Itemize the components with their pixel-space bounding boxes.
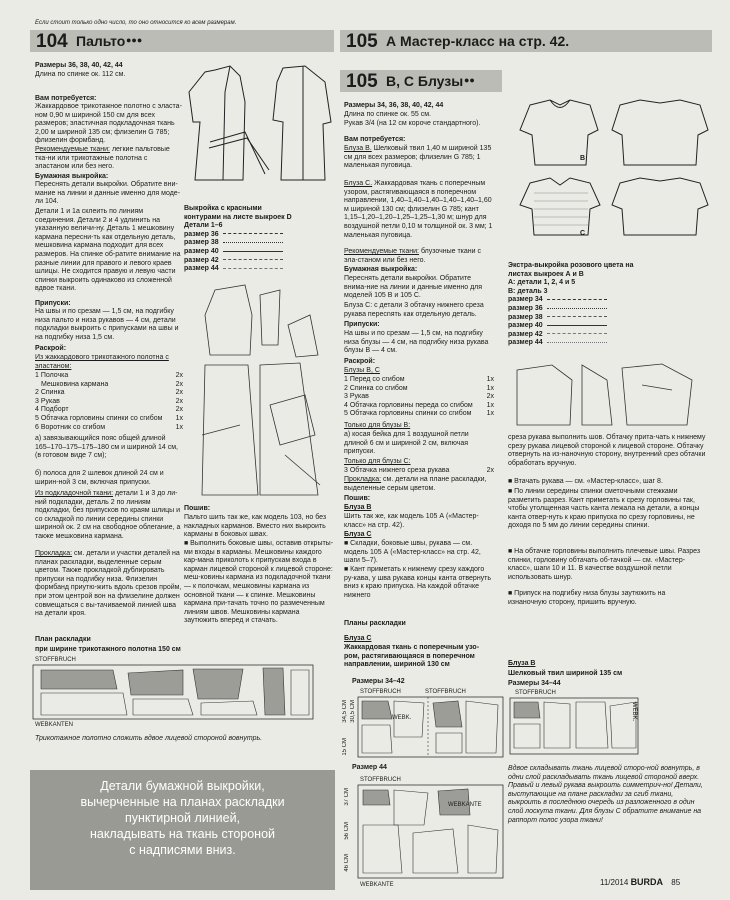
- plan-b-note: Вдвое складывать ткань лицевой сторо-ной вовнутрь, в одни слой раскладывать ткань лицевой стороной вверх. Правый и левый рукава выкроить симметрич-но! Детали, выступающие на плане раскладки за сгиб ткани, выкроить в последнюю очередь из разложенного в один слой лоскута ткани. Для блузы С обратите внимание на раппорт полос узора ткани!: [508, 765, 703, 824]
- line-style: [547, 342, 607, 343]
- size-line: размер 44: [508, 339, 708, 348]
- line-style: [223, 268, 283, 269]
- pattern-box-parts: Детали 1–6: [184, 222, 223, 230]
- fold-label-2: STOFFBRUCH: [425, 689, 466, 695]
- pattern-box-title: Выкройка с красными контурами на листе выкроек D: [184, 205, 292, 221]
- brand: BURDA: [630, 877, 664, 887]
- cut-item: 5 Обтачка горловины спинки со сгибом 1x: [344, 410, 494, 418]
- continuation-text-4: ■ На обтачке горловины выполнить плечевые швы. Разрез спинки, горловину обтачать об-тачкой — см. «Мастер-класс», шаги 10 и 11. В качестве воздушной петли использовать шнур.: [508, 548, 701, 581]
- dim-label: 56 CM: [344, 822, 350, 840]
- cut-item: 4 Подборт 2x: [35, 406, 183, 414]
- cutting-text-b: б) полоса для 2 шлевок длиной 24 см и ширин-ной 3 см, включая припуски.: [35, 470, 164, 486]
- layout-plan-104: [33, 665, 313, 720]
- sewing-text-2: ■ Выполнить боковые швы, оставив открыты-ми входы в карманы. Мешковины каждого кар-мана приколоть к припускам входа в карман лицевой стороной к лицевой стороне: меш-ковины кармана из подкладочной ткани — к полочкам, мешковины кармана из основной ткани — к спинке. Мешковины кармана при-тачать точно по размеченным линиям швов. Мешковины кармана заутюжить вперед и стачать.: [184, 540, 334, 625]
- sleeve-length: Рукав 3/4 (на 12 см короче стандартного).: [344, 120, 481, 127]
- info-line: Детали бумажной выкройки,: [100, 779, 265, 793]
- selvage-short: WEBK.: [392, 715, 412, 721]
- dim-label: 30,5 CM: [350, 700, 356, 723]
- size-44-line: размер 44: [184, 265, 334, 274]
- allowance-text: На швы и по срезам — 1,5 см, на подгибку низа пальто и низа рукавов — 4 см, детали подкладки выкроить с припусками на швы и на подгибку низа 1,5 см.: [35, 308, 179, 341]
- cutting-text-a: а) завязывающийся пояс общей длиной 165–170–175–175–180 см и шириной 14 см, (в готовом виде 7 см);: [35, 435, 178, 460]
- model-105a-header: [340, 30, 712, 52]
- plan-b-label: Блуза В: [508, 660, 536, 667]
- size-44: Размер 44: [352, 764, 387, 771]
- continuation-text-2: ■ Втачать рукава — см. «Мастер-класс», шаг 8.: [508, 478, 663, 485]
- cut-item: 1 Перед со сгибом 1x: [344, 376, 494, 383]
- line-style: [547, 299, 607, 300]
- interfacing-text: Прокладка: см. детали на плане раскладки, выделенные серым цветом.: [344, 476, 487, 492]
- back-length: Длина по спинке ок. 112 см.: [35, 71, 126, 78]
- plan-subheading: при ширине трикотажного полотна 150 см: [35, 646, 181, 653]
- only-b-text: а) косая бейка для 1 воздушной петли длиной 6 см и шириной 2 см, включая припуски.: [344, 431, 469, 456]
- sizes-34-42: Размеры 34–42: [352, 678, 405, 685]
- model-title: В, С Блузы: [386, 73, 464, 89]
- sewing-b-label: Блуза В: [344, 504, 372, 511]
- model-number: 105: [346, 71, 378, 92]
- only-c-label: Только для блузы С:: [344, 458, 411, 465]
- sewing-heading: Пошив:: [184, 505, 211, 512]
- paper-text-2: Детали 1 и 1а склеить по линиям соединения. Детали 2 и 4 удлинить на указанную величи-ну. Деталь 1 мешковину кармана пересни-ть как отдельную деталь, мешковина кармана подходит для всех размеров. На спинке об-ратите внимание на разные линии для правого и левого краев шлицы. Не сходится правую и левую части спинки выкроить одинаково из сложенной вдвое ткани.: [35, 208, 181, 293]
- size-line: размер 42: [508, 331, 708, 340]
- allowance-text: На швы и по срезам — 1,5 см, на подгибку низа блузы — 4 см, на подгибку низа рукава блузы В — 4 см.: [344, 330, 489, 355]
- model-number: 104: [36, 31, 68, 52]
- label-b: В: [580, 155, 586, 162]
- paper-text-1: Переснять детали выкройки. Обратите вни-мание на линии и данные именно для моде-ли 104.: [35, 181, 181, 206]
- size-legend: [508, 296, 708, 348]
- line-style: [547, 325, 607, 326]
- issue: 11/2014: [600, 878, 629, 887]
- page-number: 85: [671, 878, 681, 887]
- dim-label: 34,5 CM: [342, 700, 348, 723]
- model-104-header: [30, 30, 334, 52]
- need-text: Жаккардовое трикотажное полотно с эласта-ном 0,90 м шириной 150 см для всех размеров; эластичная подкладочная ткань 2,00 м шириной 135 см; флизелин G 785; флизелин формбанд.: [35, 103, 182, 145]
- difficulty-dots: ●●●: [126, 35, 143, 45]
- line-style: [223, 251, 283, 252]
- cutting-list: [344, 376, 494, 419]
- sewing-c-text-2: ■ Кант приметать к нижнему срезу каждого ру-кава, у шва рукава концы канта отвернуть вниз к краю припуска. На каждой обтачке нижнего: [344, 566, 492, 599]
- selvage-label-2: WEBKANTE: [360, 882, 394, 888]
- plan-note: Трикотажное полотно сложить вдвое лицевой стороной вовнутрь.: [35, 735, 263, 742]
- line-style: [223, 259, 283, 260]
- only-b-label: Только для блузы В:: [344, 422, 411, 429]
- size-40-line: размер 40: [184, 248, 334, 257]
- fold-label-4: STOFFBRUCH: [515, 690, 556, 696]
- size-legend: [184, 231, 334, 274]
- line-style: [547, 316, 607, 317]
- line-style: [223, 242, 283, 243]
- size-line: размер 38: [508, 314, 708, 323]
- fold-label: STOFFBRUCH: [35, 657, 76, 663]
- sizes: Размеры 34, 36, 38, 40, 42, 44: [344, 102, 444, 109]
- info-line: вычерченные на планах раскладки: [80, 795, 285, 809]
- interfacing-text: Прокладка: см. детали и участки деталей на планах раскладки, выделенные серым цветом. Также прокладкой дублировать припуски на подгибку низа. Флизелин формбанд приутю-жить вдоль срезов пройм, при этом центрой вон на флизелине должен совмещаться с вы-тачиваемой линией шва на детали кроя.: [35, 550, 182, 618]
- info-line: накладывать на ткань стороной: [89, 827, 276, 841]
- paper-heading: Бумажная выкройка:: [344, 266, 418, 273]
- continuation-text: среза рукава выполнить шов. Обтачку прита-чать к нижнему срезу рукава лицевой стороной к лицевой стороне. Обтачку отвернуть на из-наночную сторону, внутренний срез обтачки обработать вручную.: [508, 434, 706, 467]
- size-38-line: размер 38: [184, 239, 334, 248]
- footer: [600, 877, 680, 887]
- only-c-item: 3 Обтачка нижнего среза рукава 2x: [344, 467, 494, 474]
- paper-text: Переснять детали выкройки. Обратите внима-ние на линии и данные именно для моделей 105 В и 105 С.: [344, 275, 483, 300]
- plan-heading: План раскладки: [35, 636, 91, 643]
- plan-c-text: Жаккардовая ткань с поперечным узо-ром, растягивающаяся в поперечном направлении, шириной 130 см: [344, 644, 480, 669]
- line-style: [547, 333, 607, 334]
- selvage-label: WEBKANTE: [448, 802, 482, 808]
- blouse-b-sketch: [510, 95, 710, 170]
- pattern-pieces-104: [200, 285, 330, 500]
- cut-item: 4 Обтачка горловины переда со сгибом 1x: [344, 401, 494, 409]
- label-c: С: [580, 230, 586, 237]
- recommended-fabrics: Рекомендуемые ткани: легкие пальтовые тка-ни или трикотажные полотна с эластаном или без него.: [35, 146, 170, 171]
- info-line: пунктирной линией,: [124, 811, 241, 825]
- line-style: [547, 308, 607, 309]
- blouse-c-sketch: [510, 175, 710, 240]
- difficulty-dots: ●●: [464, 75, 475, 85]
- selvage-vertical: WEBK.: [631, 702, 637, 722]
- dim-label: 15 CM: [342, 738, 348, 756]
- lining-text: Из подкладочной ткани: детали 1 и 3 до ли-ний подкладки, деталь 2 по линиям подкладки, без припусков по краям шлицы и со складкой по линии середины спинки шириной ок. 2 см на свободное облегание, а также мешковина кармана.: [35, 490, 181, 540]
- continuation-text-5: ■ Припуск на подгибку низа блузы заутюжить на изнаночную сторону, пришить вручную.: [508, 590, 666, 606]
- line-style: [223, 233, 283, 234]
- need-heading: Вам потребуется:: [35, 95, 97, 102]
- paper-heading: Бумажная выкройка:: [35, 173, 109, 180]
- extra-title: Экстра-выкройка розового цвета на листах выкроек А и В: [508, 262, 634, 278]
- paper-text-2: Блуза С: с детали 3 обтачку нижнего среза рукава пересnять как отдельную деталь.: [344, 302, 484, 318]
- extra-b-parts: В: деталь 3: [508, 287, 548, 295]
- sewing-text-1: Пальто шить так же, как модель 103, но без накладных карманов. Вместо них выкроить карманы в боковых швах.: [184, 514, 327, 539]
- size-42-line: размер 42: [184, 257, 334, 266]
- cutting-subheading: Блузы В, С: [344, 367, 380, 374]
- info-line: с надписями вниз.: [129, 843, 236, 857]
- cutting-subheading: Из жаккардового трикотажного полотна с эластаном:: [35, 354, 169, 370]
- dim-label: 37 CM: [344, 788, 350, 806]
- sewing-c-label: Блуза С: [344, 531, 372, 538]
- size-line: размер 40: [508, 322, 708, 331]
- plan-c-label: Блуза С: [344, 635, 372, 642]
- cut-item: 3 Рукав 2x: [344, 393, 494, 401]
- cut-item: 2 Спинка со сгибом 1x: [344, 384, 494, 392]
- extra-a-parts: А: детали 1, 2, 4 и 5: [508, 279, 576, 287]
- allowance-heading: Припуски:: [35, 300, 71, 307]
- size-line: размер 36: [508, 305, 708, 314]
- model-number: 105: [346, 31, 378, 52]
- sewing-heading: Пошив:: [344, 495, 371, 502]
- cut-item: 1 Полочка 2x: [35, 372, 183, 379]
- coat-sketch: [185, 62, 335, 192]
- header-note: Если стоит только одно число, то оно относится ко всем размерам.: [35, 20, 237, 26]
- cutting-heading: Раскрой:: [344, 358, 376, 365]
- cutting-list: [35, 372, 183, 432]
- size-line: размер 34: [508, 296, 708, 305]
- allowance-heading: Припуски:: [344, 321, 380, 328]
- model-title: А Мастер-класс на стр. 42.: [386, 33, 570, 49]
- continuation-text-3: ■ По линии середины спинки сметочными стежками разметить разрез. Кант приметать к срезу горловины так, чтобы утолщенная часть канта лежала на детали, а концы канта отвер-нуть к краю припуска по срезу горловины, не доходя по 5 мм до линии середины спинки.: [508, 488, 700, 530]
- sewing-c-text-1: ■ Складки, боковые швы, рукава — см. модель 105 А («Мастер-класс» на стр. 42, шаги 5–7).: [344, 540, 481, 565]
- selvage-label: WEBKANTEN: [35, 722, 74, 728]
- fold-label: STOFFBRUCH: [360, 689, 401, 695]
- model-105bc-header: [340, 70, 502, 92]
- layout-plan-c-34-42: [358, 697, 503, 759]
- layout-plan-c-44: [358, 785, 503, 880]
- back-length: Длина по спинке ок. 55 см.: [344, 111, 431, 118]
- cut-item: 5 Обтачка горловины спинки со сгибом 1x: [35, 414, 183, 422]
- layout-plan-b: [510, 698, 640, 756]
- fold-label-3: STOFFBRUCH: [360, 777, 401, 783]
- cut-item: Мешковина кармана 2x: [41, 380, 183, 388]
- info-box: [30, 770, 335, 890]
- dim-label: 46 CM: [344, 854, 350, 872]
- model-title: Пальто: [76, 33, 126, 49]
- cutting-heading: Раскрой:: [35, 345, 67, 352]
- plans-heading: Планы раскладки: [344, 620, 406, 627]
- cut-item: 2 Спинка 2x: [35, 389, 183, 397]
- need-c: Блуза С. Жаккардовая ткань с поперечным узором, растягивающаяся в поперечном направлении, 1,40–1,40–1,40–1,40–1,40–1,60 м шириной 130 см; флизелин G 785; кант 1,15–1,20–1,20–1,25–1,25–1,30 м; шнур для воздушной петли 0,10 м толщиной ок. 3 мм; 1 маленькая пуговица.: [344, 180, 493, 239]
- recommended-fabrics: Рекомендуемые ткани: блузочные ткани с эла-станом или без него.: [344, 248, 482, 264]
- plan-b-text: Шелковый твил шириной 135 см: [508, 670, 623, 677]
- size-36-line: размер 36: [184, 231, 334, 240]
- sewing-b-text: Шить так же, как модель 105 А («Мастер-класс» на стр. 42).: [344, 513, 479, 529]
- need-heading: Вам потребуется:: [344, 136, 406, 143]
- cut-item: 6 Воротник со сгибом 1x: [35, 423, 183, 431]
- cut-item: 3 Рукав 2x: [35, 397, 183, 405]
- sizes-34-44: Размеры 34–44: [508, 680, 561, 687]
- sizes: Размеры 36, 38, 40, 42, 44: [35, 62, 123, 69]
- need-b: Блуза В. Шелковый твил 1,40 м шириной 135 см для всех размеров; флизелин G 785; 1 маленькая пуговица.: [344, 145, 492, 170]
- pattern-pieces-105: [512, 360, 707, 430]
